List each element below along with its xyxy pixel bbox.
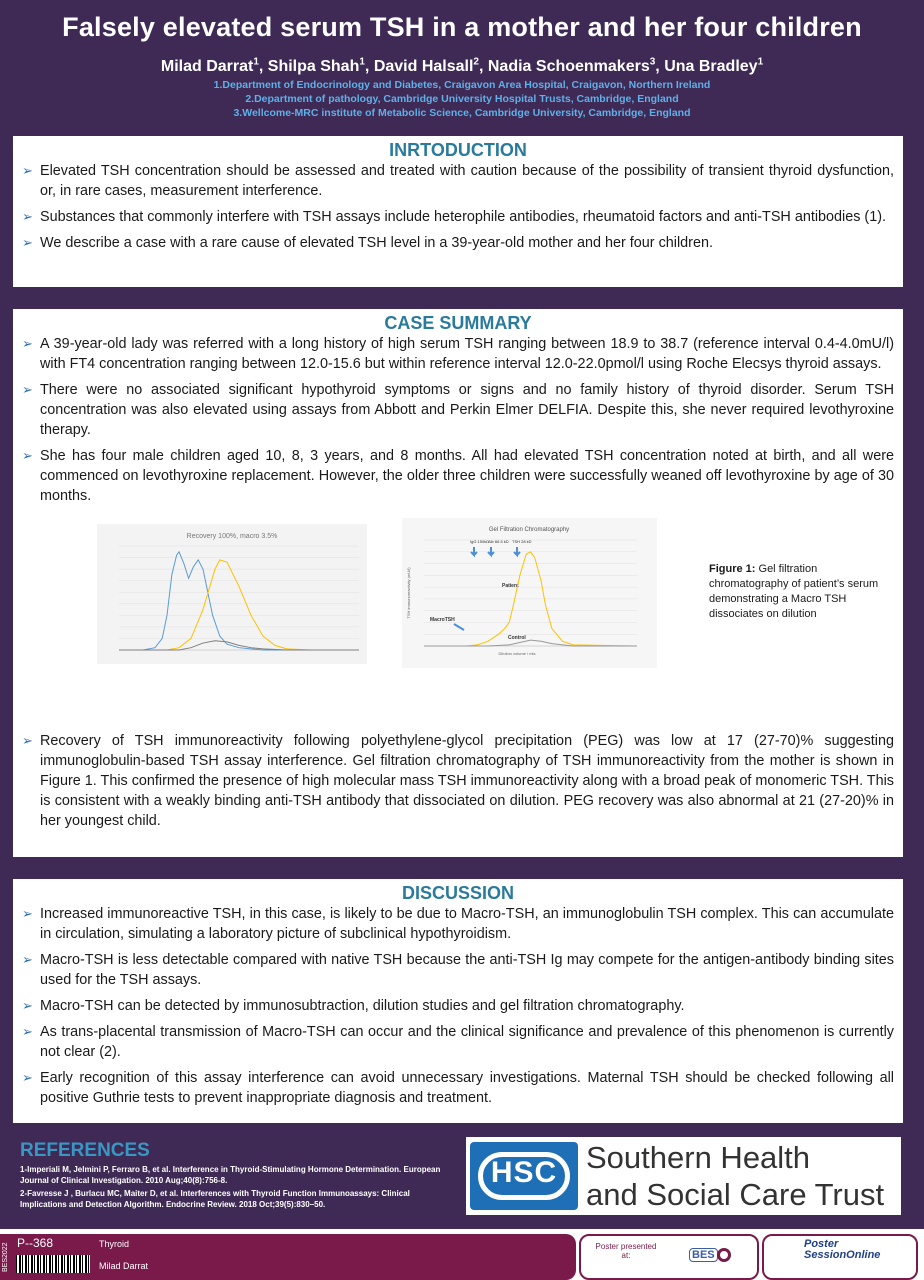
discussion-heading: DISCUSSION: [401, 883, 515, 903]
poster-session-online-logo: Poster SessionOnline: [804, 1238, 881, 1261]
reference-item: 1-Imperiali M, Jelmini P, Ferraro B, et al. Interference in Thyroid-Stimulating Hormone Determination. European Journal of Clinical Investigation. 2010 Aug;40(8):756-8.: [20, 1165, 441, 1185]
arrow-bullet-icon: ➢: [22, 336, 33, 351]
case-bullet: ➢ She has four male children aged 10, 8, 3 years, and 8 months. All had elevated TSH concentration noted at birth, and all were commenced on levothyroxine replacement. However, the older three children were successfully weaned off levothyroxine by age of 30 months.: [22, 448, 894, 504]
conference-tag: BES2022: [2, 1242, 9, 1272]
affiliation: 2.Department of pathology, Cambridge University Hospital Trusts, Cambridge, England: [245, 93, 679, 106]
arrow-down-icon: [488, 547, 494, 555]
recovery-chart-panel: [97, 524, 367, 664]
references-heading: REFERENCES: [20, 1140, 150, 1161]
poster-info-block: [94, 1234, 576, 1280]
arrow-bullet-icon: ➢: [22, 906, 33, 921]
bes-badge: [579, 1234, 759, 1280]
chart-title: Recovery 100%, macro 3.5%: [186, 533, 278, 540]
figure-1: [22, 518, 894, 723]
discussion-bullet: ➢ Macro-TSH is less detectable compared with native TSH because the anti-TSH Ig may compete for the antigen-antibody binding sites used for the TSH assays.: [22, 952, 894, 988]
arrow-bullet-icon: ➢: [22, 1024, 33, 1039]
series-line-2: [119, 641, 359, 650]
peak-label: TSH 28 kD: [512, 539, 532, 544]
series-annotation: Control: [508, 635, 526, 641]
hsc-logo-mark: HSC: [470, 1142, 578, 1210]
barcode: [16, 1255, 90, 1273]
series-line-1: [119, 560, 359, 650]
poster-title: Falsely elevated serum TSH in a mother and her four children: [62, 12, 862, 42]
arrow-bullet-icon: ➢: [22, 733, 33, 748]
discussion-bullet: ➢ As trans-placental transmission of Macro-TSH can occur and the clinical significance and prevalence of this phenomenon is currently not clear (2).: [22, 1024, 894, 1060]
series-line-0: [119, 552, 359, 650]
intro-bullet: ➢ Substances that commonly interfere with TSH assays include heterophile antibodies, rheumatoid factors and anti-TSH antibodies (1).: [22, 209, 887, 225]
bes-ring-icon: [717, 1248, 731, 1262]
affiliation: 3.Wellcome-MRC institute of Metabolic Science, Cambridge University, Cambridge, England: [233, 107, 691, 120]
poster-author: Milad Darrat: [99, 1261, 149, 1271]
series-annotation: MacroTSH: [430, 617, 455, 623]
bes-logo: BES: [689, 1248, 718, 1262]
case-bullet: ➢ Recovery of TSH immunoreactivity following polyethylene-glycol precipitation (PEG) was low at 17 (27-70)% suggesting immunoglobulin-based TSH assay interference. Gel filtration chromatography of TSH immunoreactivity from the mother is shown in Figure 1. This confirmed the presence of high molecular mass TSH immunoreactivity along with a broad peak of monomeric TSH. This is consistent with a weakly binding anti-TSH antibody that dissociated on dilution. PEG recovery was also abnormal at 21 (27-20)% in her youngest child.: [22, 733, 894, 829]
intro-bullet: ➢ We describe a case with a rare cause of elevated TSH level in a 39-year-old mother and her four children.: [22, 235, 713, 251]
author-list: [0, 57, 924, 76]
author: Nadia Schoenmakers$^3$,: [487, 57, 665, 76]
arrow-bullet-icon: ➢: [22, 448, 33, 463]
figure-caption: Figure 1: Gel filtration chromatography of patient’s serum demonstrating a Macro TSH dissociates on dilution: [709, 563, 879, 620]
chart-title: Gel Filtration Chromatography: [488, 527, 570, 533]
x-axis-label: Dilution volume / mls: [498, 651, 536, 656]
case-bullet: ➢ A 39-year-old lady was referred with a long history of high serum TSH ranging between 18.9 to 38.7 (reference interval 0.4-4.0mU/l) with FT4 concentration ranging between 12.0-15.6 but within reference interval 12.0-22.0pmol/l using Roche Elecsys thyroid assays.: [22, 336, 894, 372]
poster-header: [0, 0, 924, 120]
peak-label: IgG 150kD: [470, 539, 490, 544]
references-section: [20, 1140, 450, 1210]
affiliation: 1.Department of Endocrinology and Diabetes, Craigavon Area Hospital, Craigavon, Northern Ireland: [213, 79, 711, 92]
recovery-chart: [97, 524, 367, 664]
gel-filtration-chart: [402, 518, 657, 668]
arrow-bullet-icon: ➢: [22, 952, 33, 967]
peak-label: Alb 66.5 kD: [488, 539, 509, 544]
discussion-bullet: ➢ Macro-TSH can be detected by immunosubtraction, dilution studies and gel filtration chromatography.: [22, 998, 685, 1014]
arrow-bullet-icon: ➢: [22, 382, 33, 397]
arrow-bullet-icon: ➢: [22, 209, 33, 224]
gel-filtration-chart-panel: [402, 518, 657, 668]
discussion-bullet: ➢ Increased immunoreactive TSH, in this case, is likely to be due to Macro-TSH, an immunoglobulin TSH complex. This can accumulate in circulation, simulating a laboratory picture of subclinical hypothyroidism.: [22, 906, 894, 942]
case-summary-heading: CASE SUMMARY: [384, 313, 532, 333]
hsc-logo: [466, 1137, 901, 1215]
arrow-icon: [454, 624, 464, 630]
poster-topic: Thyroid: [99, 1239, 130, 1249]
hsc-logo-text: Southern Health and Social Care Trust: [586, 1140, 885, 1212]
arrow-bullet-icon: ➢: [22, 163, 33, 178]
author: Milad Darrat$^1$,: [160, 57, 268, 76]
introduction-panel: [13, 136, 903, 287]
arrow-bullet-icon: ➢: [22, 998, 33, 1013]
author: Una Bradley$^1$: [664, 57, 764, 76]
case-bullet: ➢ There were no associated significant hypothyroid symptoms or signs and no family history of thyroid disorder. Serum TSH concentration was also elevated using assays from Abbott and Perkin Elmer DELFIA. Despite this, she never required levothyroxine therapy.: [22, 382, 894, 438]
author: Shilpa Shah$^1$,: [267, 57, 374, 76]
poster-id-block: [0, 1234, 94, 1280]
footer-bar: [0, 1229, 924, 1280]
introduction-heading: INRTODUCTION: [389, 140, 527, 160]
reference-item: 2-Favresse J , Burlacu MC, Maiter D, et al. Interferences with Thyroid Function Immunoassays: Clinical Implications and Detection Algorithm. Endocrine Review. 2018 Oct;39(5):830–50.: [20, 1189, 410, 1209]
arrow-bullet-icon: ➢: [22, 1070, 33, 1085]
y-axis-label: TSH immunoreactivity (mU/l): [406, 567, 411, 619]
poster-session-online-badge: [762, 1234, 918, 1280]
arrow-down-icon: [514, 547, 520, 555]
author: David Halsall$^2$,: [373, 57, 488, 76]
discussion-panel: [13, 879, 903, 1123]
series-annotation: Patient: [502, 583, 519, 589]
arrow-down-icon: [471, 547, 477, 555]
intro-bullet: ➢ Elevated TSH concentration should be assessed and treated with caution because of the possibility of transient thyroid dysfunction, or, in rare cases, measurement interference.: [22, 163, 894, 199]
arrow-bullet-icon: ➢: [22, 235, 33, 250]
discussion-bullet: ➢ Early recognition of this assay interference can avoid unnecessary investigations. Maternal TSH should be checked following all positive Guthrie tests to prevent inappropriate diagnosis and treatment.: [22, 1070, 894, 1106]
presented-at-label: Poster presented at:: [595, 1242, 657, 1260]
poster-id: P--368: [17, 1236, 54, 1250]
case-summary-panel: [13, 309, 903, 857]
